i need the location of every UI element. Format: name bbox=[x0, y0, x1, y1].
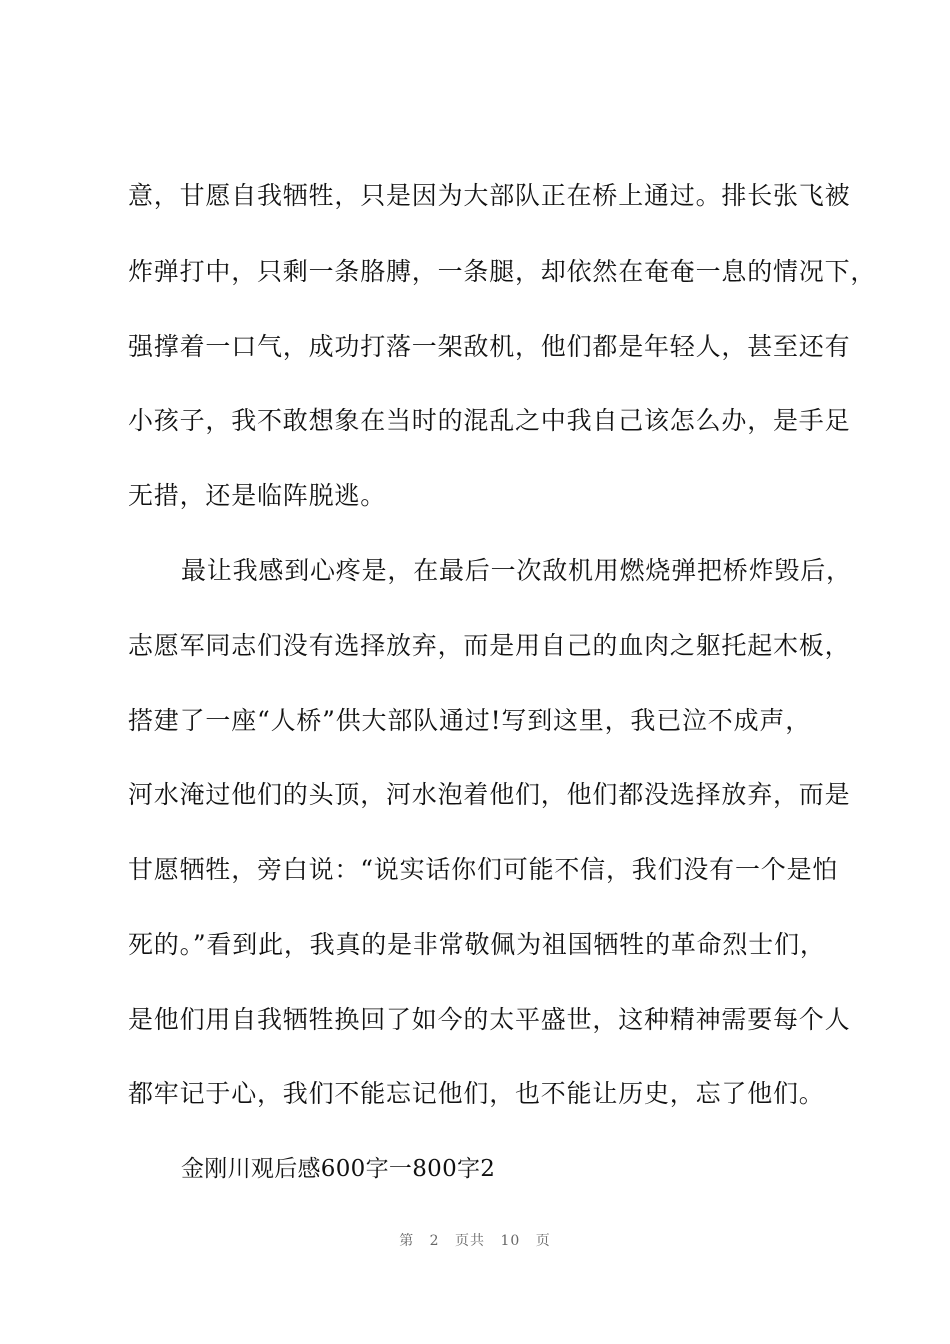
paragraph-2-line-6: 死的。”看到此，我真的是非常敬佩为祖国牺牲的革命烈士们， bbox=[128, 930, 826, 959]
paragraph-2-line-5: 甘愿牺牲，旁白说：“说实话你们可能不信，我们没有一个是怕 bbox=[128, 855, 839, 884]
paragraph-2-line-2: 志愿军同志们没有选择放弃，而是用自己的血肉之躯托起木板， bbox=[128, 631, 851, 660]
paragraph-1-line-5: 无措，还是临阵脱逃。 bbox=[128, 481, 387, 510]
paragraph-2-line-8: 都牢记于心，我们不能忘记他们，也不能让历史，忘了他们。 bbox=[128, 1079, 825, 1108]
paragraph-1-line-3: 强撑着一口气，成功打落一架敌机，他们都是年轻人，甚至还有 bbox=[128, 332, 851, 361]
paragraph-2-line-4: 河水淹过他们的头顶，河水泡着他们，他们都没选择放弃，而是 bbox=[128, 780, 851, 809]
paragraph-1-line-4: 小孩子，我不敢想象在当时的混乱之中我自己该怎么办，是手足 bbox=[128, 406, 851, 435]
paragraph-2-line-1: 最让我感到心疼是，在最后一次敌机用燃烧弹把桥炸毁后， bbox=[181, 556, 852, 585]
paragraph-2-line-3: 搭建了一座“人桥”供大部队通过!写到这里，我已泣不成声， bbox=[128, 706, 812, 735]
page-footer: 第 2 页共 10 页 bbox=[399, 1233, 551, 1249]
section-heading: 金刚川观后感600字一800字2 bbox=[181, 1156, 496, 1182]
paragraph-1-line-1: 意，甘愿自我牺牲，只是因为大部队正在桥上通过。排长张飞被 bbox=[128, 181, 851, 210]
paragraph-1-line-2: 炸弹打中，只剩一条胳膊，一条腿，却依然在奄奄一息的情况下， bbox=[128, 257, 877, 286]
paragraph-2-line-7: 是他们用自我牺牲换回了如今的太平盛世，这种精神需要每个人 bbox=[128, 1005, 851, 1034]
